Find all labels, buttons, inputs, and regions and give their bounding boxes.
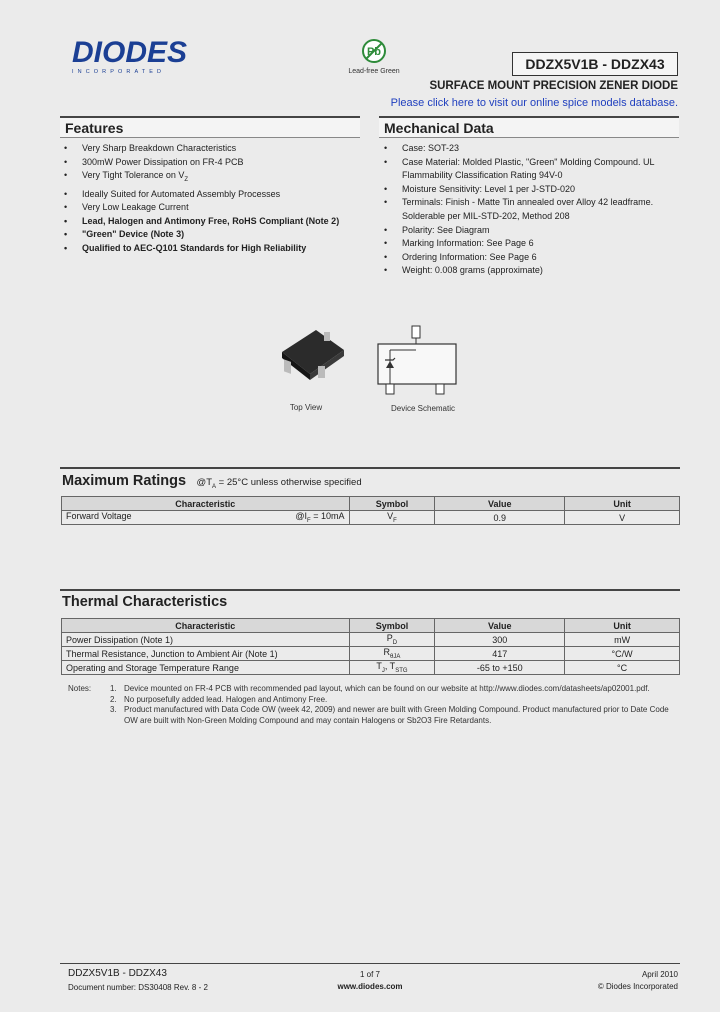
footer-doc-number: Document number: DS30408 Rev. 8 - 2 bbox=[68, 983, 208, 992]
cell-unit: V bbox=[565, 511, 680, 525]
thermal-table bbox=[61, 618, 680, 675]
footer-part: DDZX5V1B - DDZX43 bbox=[68, 968, 167, 979]
logo-text: DIODES bbox=[72, 36, 188, 69]
sot23-package-image bbox=[272, 322, 352, 386]
device-schematic bbox=[372, 320, 462, 396]
table-row bbox=[62, 633, 680, 647]
feature-item: • Very Sharp Breakdown Characteristics bbox=[60, 142, 370, 156]
cell-symbol: $T_J$, $T_{STG}$ bbox=[349, 661, 435, 675]
mechanical-item: • Moisture Sensitivity: Level 1 per J-STD-020 bbox=[380, 183, 680, 197]
col-symbol: Symbol bbox=[349, 497, 435, 511]
lead-free-icon bbox=[361, 38, 387, 66]
cell-value: -65 to +150 bbox=[435, 661, 565, 675]
cell-characteristic: Thermal Resistance, Junction to Ambient Air (Note 1) bbox=[62, 647, 350, 661]
logo-subtext: INCORPORATED bbox=[72, 69, 166, 75]
max-ratings-condition: $@T_A = 25^\circ C$ unless otherwise specified bbox=[196, 477, 362, 490]
notes-list bbox=[110, 684, 680, 726]
mechanical-item: • Case: SOT-23 bbox=[380, 142, 680, 156]
mechanical-list bbox=[380, 142, 680, 278]
note-item: 1. Device mounted on FR-4 PCB with recommended pad layout, which can be found on our website at http://www.diodes.com/datasheets/ap02001.pdf. bbox=[110, 684, 650, 693]
lead-free-badge bbox=[344, 38, 404, 75]
spice-models-link[interactable]: Please click here to visit our online spice models database. bbox=[390, 97, 678, 109]
cell-characteristic: Forward Voltage $@I_F = 10mA$ bbox=[62, 511, 350, 525]
table-header-row bbox=[62, 619, 680, 633]
mechanical-item: • Case Material: Molded Plastic, "Green" Molding Compound. UL Flammability Classification Rating 94V-0 bbox=[380, 156, 680, 183]
mechanical-item: • Marking Information: See Page 6 bbox=[380, 237, 680, 251]
feature-item: • Qualified to AEC-Q101 Standards for High Reliability bbox=[60, 242, 370, 256]
cell-unit: mW bbox=[565, 633, 680, 647]
features-heading: Features bbox=[60, 116, 360, 138]
max-ratings-title: Maximum Ratings bbox=[62, 473, 187, 489]
note-item: 3. Product manufactured with Data Code OW (week 42, 2009) and newer are built with Green Molding Compound. Product manufactured prior to Date Code OW are built with Non-Green Molding Compound and may contain Halogens or Sb2O3 Fire Retardants. bbox=[110, 705, 669, 725]
thermal-divider bbox=[60, 589, 680, 591]
thermal-title: Thermal Characteristics bbox=[62, 594, 228, 610]
mechanical-item: • Polarity: See Diagram bbox=[380, 224, 680, 238]
mechanical-heading: Mechanical Data bbox=[379, 116, 679, 138]
schematic-caption: Device Schematic bbox=[390, 404, 456, 413]
table-row bbox=[62, 511, 680, 525]
feature-item: • Very Tight Tolerance on $V_Z$ bbox=[60, 169, 370, 187]
notes-label: Notes: bbox=[68, 684, 92, 693]
cell-value: 0.9 bbox=[435, 511, 565, 525]
cell-symbol: $V_F$ bbox=[349, 511, 435, 525]
mechanical-item: • Ordering Information: See Page 6 bbox=[380, 251, 680, 265]
max-ratings-divider bbox=[60, 467, 680, 469]
max-ratings-header bbox=[62, 472, 662, 490]
mechanical-item: • Terminals: Finish - Matte Tin annealed over Alloy 42 leadframe. Solderable per MIL-STD-202, Method 208 bbox=[380, 196, 680, 223]
diodes-logo bbox=[72, 38, 207, 80]
table-row bbox=[62, 647, 680, 661]
col-unit: Unit bbox=[565, 497, 680, 511]
lead-free-label: Lead-free Green bbox=[348, 68, 400, 75]
cell-symbol: $P_D$ bbox=[349, 633, 435, 647]
col-characteristic: Characteristic bbox=[62, 497, 350, 511]
cell-value: 300 bbox=[435, 633, 565, 647]
footer-page: 1 of 7 bbox=[359, 970, 380, 979]
cell-unit: °C/W bbox=[565, 647, 680, 661]
table-header-row bbox=[62, 497, 680, 511]
footer-website[interactable]: www.diodes.com bbox=[337, 982, 403, 991]
col-characteristic: Characteristic bbox=[62, 619, 350, 633]
footer-divider bbox=[60, 963, 680, 964]
feature-item: • "Green" Device (Note 3) bbox=[60, 228, 370, 242]
cell-symbol: $R_{\theta JA}$ bbox=[349, 647, 435, 661]
product-subtitle: SURFACE MOUNT PRECISION ZENER DIODE bbox=[429, 80, 678, 92]
footer-date: April 2010 bbox=[641, 970, 678, 979]
col-value: Value bbox=[435, 619, 565, 633]
col-value: Value bbox=[435, 497, 565, 511]
cell-unit: °C bbox=[565, 661, 680, 675]
cell-characteristic: Power Dissipation (Note 1) bbox=[62, 633, 350, 647]
feature-item: • Ideally Suited for Automated Assembly Processes bbox=[60, 188, 370, 202]
pb-symbol: Pb bbox=[366, 46, 382, 58]
cell-characteristic: Operating and Storage Temperature Range bbox=[62, 661, 350, 675]
features-list bbox=[60, 142, 370, 256]
footer-copyright: © Diodes Incorporated bbox=[597, 982, 678, 991]
note-item: 2. No purposefully added lead. Halogen and Antimony Free. bbox=[110, 694, 328, 704]
max-ratings-table bbox=[61, 496, 680, 525]
feature-item: • 300mW Power Dissipation on FR-4 PCB bbox=[60, 156, 370, 170]
top-view-caption: Top View bbox=[289, 403, 323, 412]
feature-item: • Very Low Leakage Current bbox=[60, 201, 370, 215]
part-title: DDZX5V1B - DDZX43 bbox=[512, 52, 678, 76]
mechanical-item: • Weight: 0.008 grams (approximate) bbox=[380, 264, 680, 278]
table-row bbox=[62, 661, 680, 675]
col-unit: Unit bbox=[565, 619, 680, 633]
feature-item: • Lead, Halogen and Antimony Free, RoHS Compliant (Note 2) bbox=[60, 215, 370, 229]
col-symbol: Symbol bbox=[349, 619, 435, 633]
cell-value: 417 bbox=[435, 647, 565, 661]
